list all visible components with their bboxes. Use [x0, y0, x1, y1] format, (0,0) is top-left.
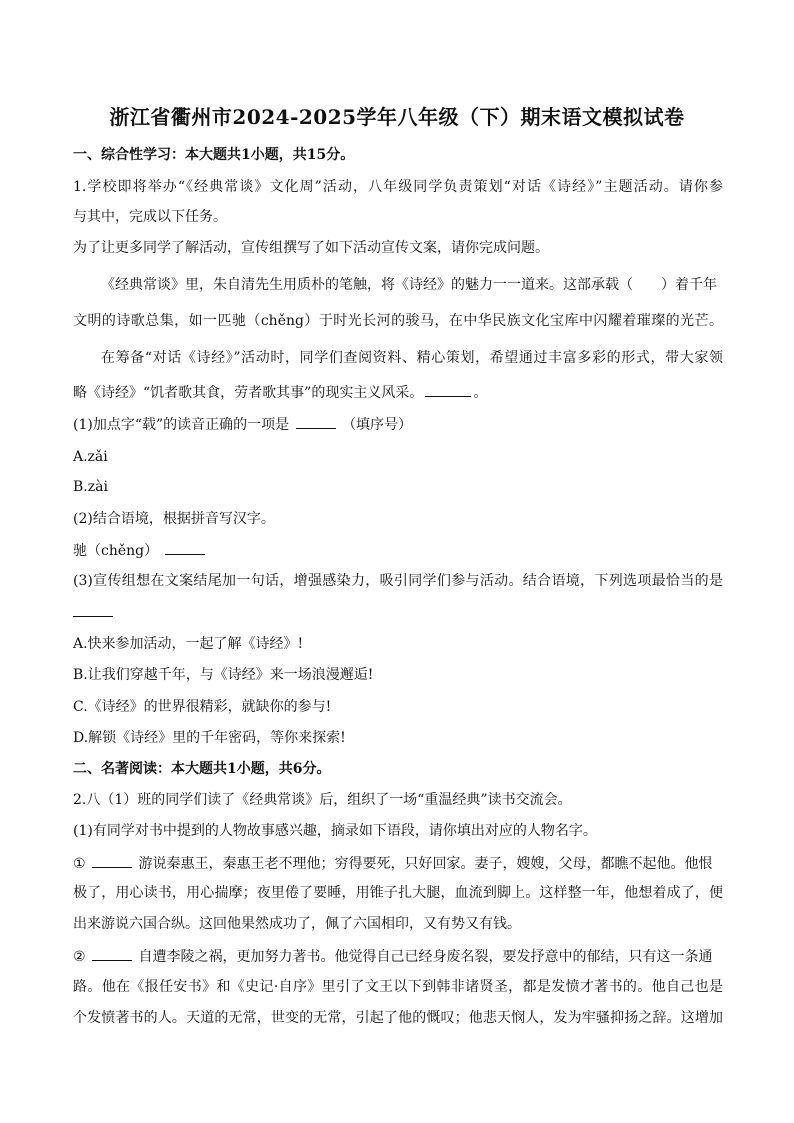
sub3-blank-line — [73, 602, 723, 623]
sub1-hint: （填序号） — [342, 417, 413, 433]
answer-blank — [73, 602, 113, 617]
option-a: A.快来参加活动，一起了解《诗经》! — [73, 636, 304, 652]
sub1-option-a: A.zǎi — [73, 449, 108, 465]
answer-blank — [296, 414, 336, 429]
passage-c2-line3: 个发愤著书的人。天道的无常，世变的无常，引起了他的慨叹；他悲天悯人，发为牢骚抑扬之辞。这增加 — [73, 1010, 723, 1026]
passage2-line2 — [73, 382, 723, 403]
c2-line1-text: 自遭李陵之祸，更加努力著书。他觉得自己已经身废名裂，要发抒意中的郁结，只有这一条通 — [138, 949, 713, 965]
c2-marker: ② — [73, 949, 86, 965]
passage-c1-line2: 极了，用心读书，用心揣摩；夜里倦了要睡，用锥子扎大腿，血流到脚上。这样整一年，他想着成了，便 — [73, 885, 723, 901]
passage-c1-line3: 出来游说六国合纵。这回他果然成功了，佩了六国相印，又有势又有钱。 — [73, 916, 521, 932]
passage1-line1-a: 《经典常谈》里，朱自清先生用质朴的笔触，将《诗经》的魅力一一道来。这部承载（ — [101, 277, 633, 293]
passage2-line2-end: 。 — [473, 385, 488, 401]
passage-c2-line2: 路。他在《报任安书》和《史记·自序》里引了文王以下到韩非诸贤圣，都是发愤才著书的。他自己也是 — [73, 979, 723, 995]
sub-question-3: (3)宣传组想在文案结尾加一句话，增强感染力，吸引同学们参与活动。结合语境，下列选项最恰当的是 — [73, 573, 723, 589]
q1-line2: 与其中，完成以下任务。 — [73, 209, 227, 225]
answer-blank — [165, 540, 205, 555]
q2-sub1: (1)有同学对书中提到的人物故事感兴趣，摘录如下语段，请你填出对应的人物名字。 — [73, 823, 597, 839]
sub1-option-b: B.zài — [73, 479, 108, 495]
sub1-text: (1)加点字“载”的读音正确的一项是 — [73, 417, 290, 433]
sub-question-1 — [73, 414, 723, 435]
c1-line1-text: 游说秦惠王，秦惠王老不理他；穷得要死，只好回家。妻子，嫂嫂，父母，都瞧不起他。他恨 — [138, 856, 713, 872]
passage1-line1 — [101, 275, 723, 295]
sub2-item-text: 驰（chěng） — [73, 543, 159, 559]
passage1-line1-b: ）着千年 — [661, 277, 717, 293]
answer-blank — [92, 946, 132, 961]
page-title: 浙江省衢州市2024-2025学年八年级（下）期末语文模拟试卷 — [109, 105, 685, 129]
q1-line3: 为了让更多同学了解活动，宣传组撰写了如下活动宣传文案，请你完成问题。 — [73, 240, 549, 256]
q2-line1: 2.八（1）班的同学们读了《经典常谈》后，组织了一场“重温经典”读书交流会。 — [73, 792, 572, 808]
section2-heading: 二、名著阅读：本大题共1小题，共6分。 — [73, 761, 331, 777]
answer-blank — [425, 382, 471, 397]
passage-c1-line1 — [73, 853, 723, 874]
passage2-line1: 在筹备“对话《诗经》”活动时，同学们查阅资料、精心策划，希望通过丰富多彩的形式，带大家领 — [101, 350, 723, 366]
passage2-line2-text: 略《诗经》“饥者歌其食，劳者歌其事”的现实主义风采。 — [73, 385, 424, 401]
option-c: C.《诗经》的世界很精彩，就缺你的参与! — [73, 699, 332, 715]
option-b: B.让我们穿越千年，与《诗经》来一场浪漫邂逅! — [73, 667, 374, 683]
answer-blank — [92, 853, 132, 868]
passage-c2-line1 — [73, 946, 723, 967]
option-d: D.解锁《诗经》里的千年密码，等你来探索! — [73, 730, 346, 746]
q1-line1: 1.学校即将举办“《经典常谈》文化周”活动，八年级同学负责策划“对话《诗经》”主题活动。请你参 — [73, 179, 723, 195]
sub2-item — [73, 540, 723, 561]
c1-marker: ① — [73, 856, 86, 872]
passage1-line2: 文明的诗歌总集，如一匹驰（chěng）于时光长河的骏马，在中华民族文化宝库中闪耀着璀璨的光芒。 — [73, 313, 723, 329]
section1-heading: 一、综合性学习：本大题共1小题，共15分。 — [73, 147, 355, 163]
sub-question-2: (2)结合语境，根据拼音写汉字。 — [73, 511, 275, 527]
